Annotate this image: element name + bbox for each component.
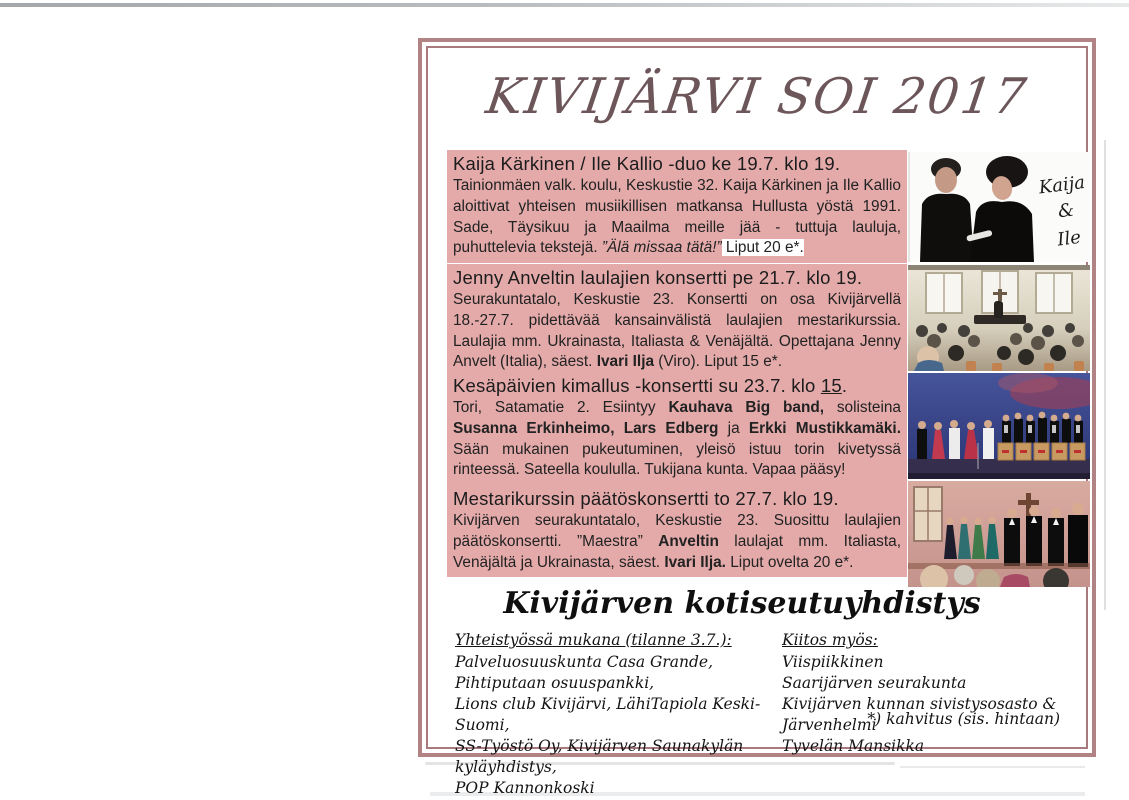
scan-artifact-top-line <box>0 3 1129 7</box>
photo-caption-line: & <box>1056 199 1076 223</box>
event-jenny-anvelt-concert <box>447 264 907 377</box>
event-header: Kaija Kärkinen / Ile Kallio -duo ke 19.7. klo 19. <box>453 153 841 174</box>
flyer-frame <box>418 38 1096 797</box>
sponsor-item: Saarijärven seurakunta <box>782 674 967 692</box>
event-header: Jenny Anveltin laulajien konsertti pe 21.7. klo 19. <box>453 267 863 288</box>
event-text-block <box>447 372 907 485</box>
flyer-title: KIVIJÄRVI SOI 2017 <box>482 68 1032 125</box>
event-text-block <box>447 264 907 377</box>
photo-big-band-stage <box>908 373 1090 479</box>
event-header: Kesäpäivien kimallus -konsertti su 23.7. klo 15. <box>453 375 848 396</box>
coffee-included-note: *) kahvitus (sis. hintaan) <box>867 710 1060 728</box>
sponsor-item: Tyvelän Mansikka <box>782 737 925 755</box>
photo-audience-hall <box>908 265 1090 371</box>
sponsor-column-left <box>455 630 785 799</box>
sponsor-item: Palveluosuuskunta Casa Grande, <box>455 653 714 671</box>
sponsor-item: Viispiikkinen <box>782 653 884 671</box>
footer-association-title: Kivijärven kotiseutuyhdistys <box>503 586 981 621</box>
sponsor-column-right <box>782 630 1082 757</box>
photo-masterclass-choir <box>908 481 1090 587</box>
event-kaija-ile-duo <box>447 150 907 263</box>
photo-caption-line: Kaija <box>1037 171 1087 199</box>
sponsor-item: Pihtiputaan osuuspankki, <box>455 674 655 692</box>
event-body: Seurakuntatalo, Keskustie 23. Konsertti on osa Kivijärvellä 18.-27.7. pidettävää kansainvälistä laulajien mestarikurssia. Laulajia mm. Ukrainasta, Italiasta & Venäjältä. Opettajana Jenny Anvelt (Italia), säest. Ivari Ilja (Viro). Liput 15 e*. <box>453 291 901 371</box>
event-body: Tori, Satamatie 2. Esiintyy Kauhava Big band, solisteina Susanna Erkinheimo, Lars Edberg ja Erkki Mustikkamäki. Sään mukainen pukeutuminen, yleisö istuu torin kivetyssä rinteessä. Sateella koululla. Tukijana kunta. Vapaa pääsy! <box>453 399 901 479</box>
event-body: Kivijärven seurakuntatalo, Keskustie 23. Suosittu laulajien päätöskonsertti. ”Maestra” Anveltin laulajat mm. Italiasta, Venäjältä ja Ukrainasta, säest. Ivari Ilja. Liput ovelta 20 e*. <box>453 512 901 571</box>
sponsor-item: SS-Työstö Oy, Kivijärven Saunakylän kyläyhdistys, <box>455 737 744 776</box>
event-header: Mestarikurssin päätöskonsertti to 27.7. klo 19. <box>453 488 839 509</box>
event-body: Tainionmäen valk. koulu, Keskustie 32. Kaija Kärkinen ja Ile Kallio aloittivat yhteisen musiikillisen matkansa Hullusta yöstä 1991. Sade, Täysikuu ja Maailma meille jää - tuttuja lauluja, puhuttelevia tekstejä. ”Älä missaa tätä!” Liput 20 e*. <box>453 177 901 257</box>
event-kesapaivien-kimallus <box>447 372 907 485</box>
photo-caption-line: Ile <box>1056 226 1083 251</box>
sponsor-item: POP Kannonkoski <box>455 779 595 797</box>
scan-artifact-right-line <box>1104 140 1106 610</box>
sponsor-item: Lions club Kivijärvi, LähiTapiola Keski-Suomi, <box>455 695 761 734</box>
event-mestarikurssi-paatoskonsertti <box>447 485 907 577</box>
event-text-block <box>447 485 907 577</box>
photo-kaija-ile-portrait <box>908 152 1090 262</box>
event-text-block <box>447 150 907 263</box>
sponsor-left-header: Yhteistyössä mukana (tilanne 3.7.): <box>455 631 732 649</box>
scan-artifact-smudge <box>900 766 1085 768</box>
sponsor-item: Kivijärven kunnan sivistysosasto & Järvenhelmi <box>782 695 1057 734</box>
sponsor-right-header: Kiitos myös: <box>782 631 878 649</box>
